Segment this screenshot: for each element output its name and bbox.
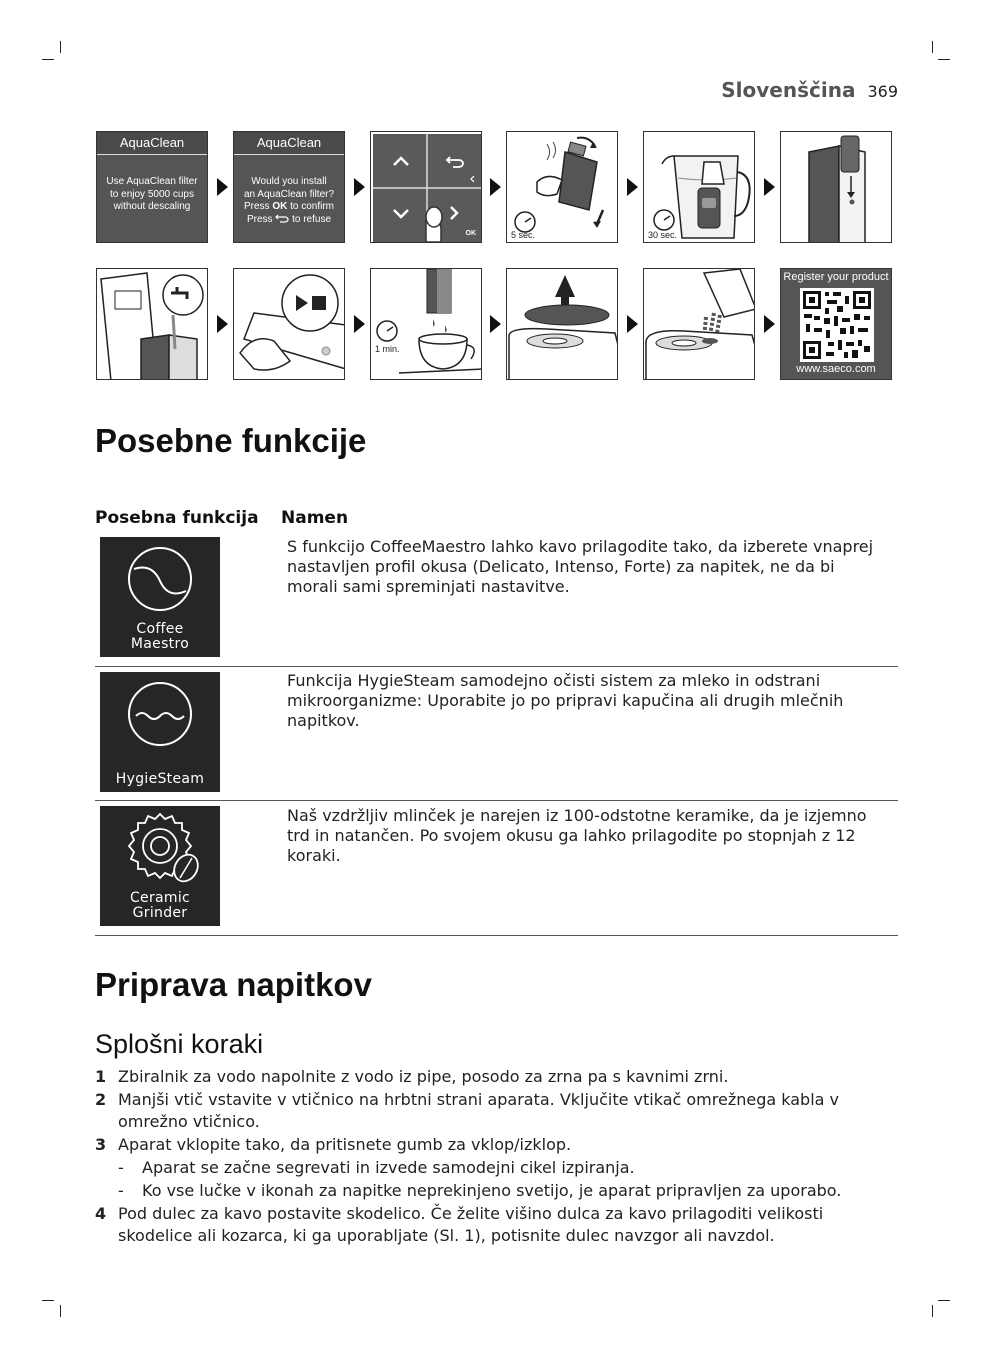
step-text: Manjši vtič vstavite v vtičnico na hrbtni strani aparata. Vključite vtikač omrežnega kabla v omrežno vtičnico. [118,1090,840,1131]
step-arrow-icon [764,315,775,333]
step-arrow-icon [490,178,501,196]
substep-dash: - [118,1181,124,1200]
crop-mark [42,1300,54,1301]
start-button-drawing [234,269,345,380]
screen-line: without descaling [113,201,191,212]
screen-line-confirm [238,201,340,214]
tank-drawing [781,132,892,243]
feature-row-hygiesteam [95,671,898,801]
sub-list-item [118,1180,895,1202]
steps-list [95,1066,895,1248]
crop-mark [932,1305,933,1317]
column-header-function: Posebna funkcija [95,508,259,528]
table-row-divider [95,800,898,801]
jug-drawing [644,132,755,243]
section-heading-special-functions: Posebne funkcije [95,422,367,459]
hand-icon [537,176,562,195]
step-number: 2 [95,1090,107,1109]
feature-row-ceramic-grinder [95,806,898,936]
substep-text: Ko vse lučke v ikonah za napitke neprekinjeno svetijo, je aparat pripravljen za uporabo. [142,1181,842,1200]
screen-word: to confirm [290,201,335,212]
page-header [721,78,898,102]
step-arrow-icon [354,178,365,196]
hand-icon [702,162,724,184]
feature-description: S funkcijo CoffeeMaestro lahko kavo prilagodite tako, da izberete vnaprej nastavljen profil okusa (Delicato, Intenso, Forte) za napitek, ne da bi morali sami spreminjati nastavitve. [287,537,874,596]
illustration-shake-filter [506,131,618,243]
feature-icon-label [100,891,220,921]
step-text: Aparat vklopite tako, da pritisnete gumb za vklop/izklop. [118,1135,572,1154]
feature-icon-label-line: Grinder [132,905,188,921]
ok-key-label: OK [465,230,476,237]
illustration-soak-filter [643,131,755,243]
substep-dash: - [118,1158,124,1177]
feature-icon-label [100,622,220,652]
feature-icon-label-line: Ceramic [129,890,191,906]
lid-drawing [507,269,618,380]
screen-message [101,176,203,214]
substep-text: Aparat se začne segrevati in izvede samodejni cikel izpiranja. [142,1158,635,1177]
illustration-screen-aquaclean-question [233,131,345,243]
feature-row-coffee-maestro [95,537,898,667]
ok-key-label: OK [272,201,288,212]
crop-mark [938,1300,950,1301]
screen-line: Use AquaClean filter [106,176,198,187]
illustration-rinse-cup [370,268,482,380]
list-item [95,1203,895,1247]
feature-icon-label-line: Maestro [130,636,190,652]
timer-label: 5 sec. [511,230,536,240]
screen-word: to refuse [292,213,332,225]
sub-list-item [118,1157,895,1179]
step-arrow-icon [354,315,365,333]
crop-mark [42,59,54,60]
feature-icon-label [100,772,220,787]
illustration-screen-aquaclean-info [96,131,208,243]
step-text: Pod dulec za kavo postavite skodelico. Če želite višino dulca za kavo prilagoditi velikosti skodelice ali kozarca, ki ga uporabljate (Sl. 1), potisnite dulec navzgor ali navzdol. [118,1204,824,1245]
illustration-fill-tank [96,268,208,380]
step-number: 1 [95,1067,107,1086]
crop-mark [932,41,933,53]
illustration-fill-beans [643,268,755,380]
illustration-keypad [370,131,482,243]
list-item [95,1134,895,1156]
feature-description: Naš vzdržljiv mlinček je narejen iz 100-odstotne keramike, da je izjemno trd in natančen. Po svojem okusu ga lahko prilagodite po stopnjah z 12 koraki. [287,806,867,865]
language-label: Slovenščina [721,78,856,102]
table-row-divider [95,935,898,936]
feature-icon-label-line: HygieSteam [115,771,205,787]
cup-drawing [371,269,482,380]
coffee-maestro-badge [100,537,220,657]
crop-mark [60,41,61,53]
illustration-register-qr [780,268,892,380]
screen-title: AquaClean [97,132,207,155]
screen-title: AquaClean [234,132,344,155]
crop-mark [938,59,950,60]
feature-icon-label-line: Coffee [136,621,184,637]
step-text: Zbiralnik za vodo napolnite z vodo iz pipe, posodo za zrna pa s kavnimi zrni. [118,1067,729,1086]
hygiesteam-badge [100,672,220,792]
screen-line: to enjoy 5000 cups [110,188,194,200]
filter-drawing [507,132,618,243]
step-number: 4 [95,1204,107,1223]
step-arrow-icon [764,178,775,196]
screen-line: Would you install [251,176,327,187]
screen-line-refuse [238,214,340,227]
feature-description: Funkcija HygieSteam samodejno očisti sistem za mleko in odstrani mikroorganizme: Uporabite jo po pripravi kapučina ali drugih mlečnih napitkov. [287,671,844,730]
step-arrow-icon [627,315,638,333]
ceramic-grinder-badge [100,806,220,926]
subheading-general-steps: Splošni koraki [95,1029,264,1059]
page-number: 369 [867,82,898,101]
illustration-insert-filter [780,131,892,243]
up-arrow-icon [555,275,575,307]
timer-label: 1 min. [375,344,400,354]
step-number: 3 [95,1135,107,1154]
crop-mark [60,1305,61,1317]
qr-register-text: Register your product [783,271,889,283]
column-header-purpose: Namen [281,508,349,528]
back-icon [275,214,289,223]
step-arrow-icon [217,315,228,333]
step-arrow-icon [217,178,228,196]
timer-label: 30 sec. [648,230,678,240]
screen-line: an AquaClean filter? [243,188,335,200]
illustration-remove-lid [506,268,618,380]
table-row-divider [95,666,898,667]
bag-icon [704,269,755,317]
tap-drawing [97,269,208,380]
screen-word: Press [243,201,270,212]
website-url: www.saeco.com [796,363,876,375]
step-arrow-icon [490,315,501,333]
keypad-drawing [371,132,482,243]
step-arrow-icon [627,178,638,196]
qr-code-icon [800,288,874,362]
section-heading-drinks: Priprava napitkov [95,966,372,1003]
screen-word: Press [246,213,273,225]
list-item [95,1089,895,1133]
beans-drawing [644,269,755,380]
list-item [95,1066,895,1088]
stop-icon [312,296,326,310]
illustration-press-start [233,268,345,380]
screen-message [238,176,340,226]
